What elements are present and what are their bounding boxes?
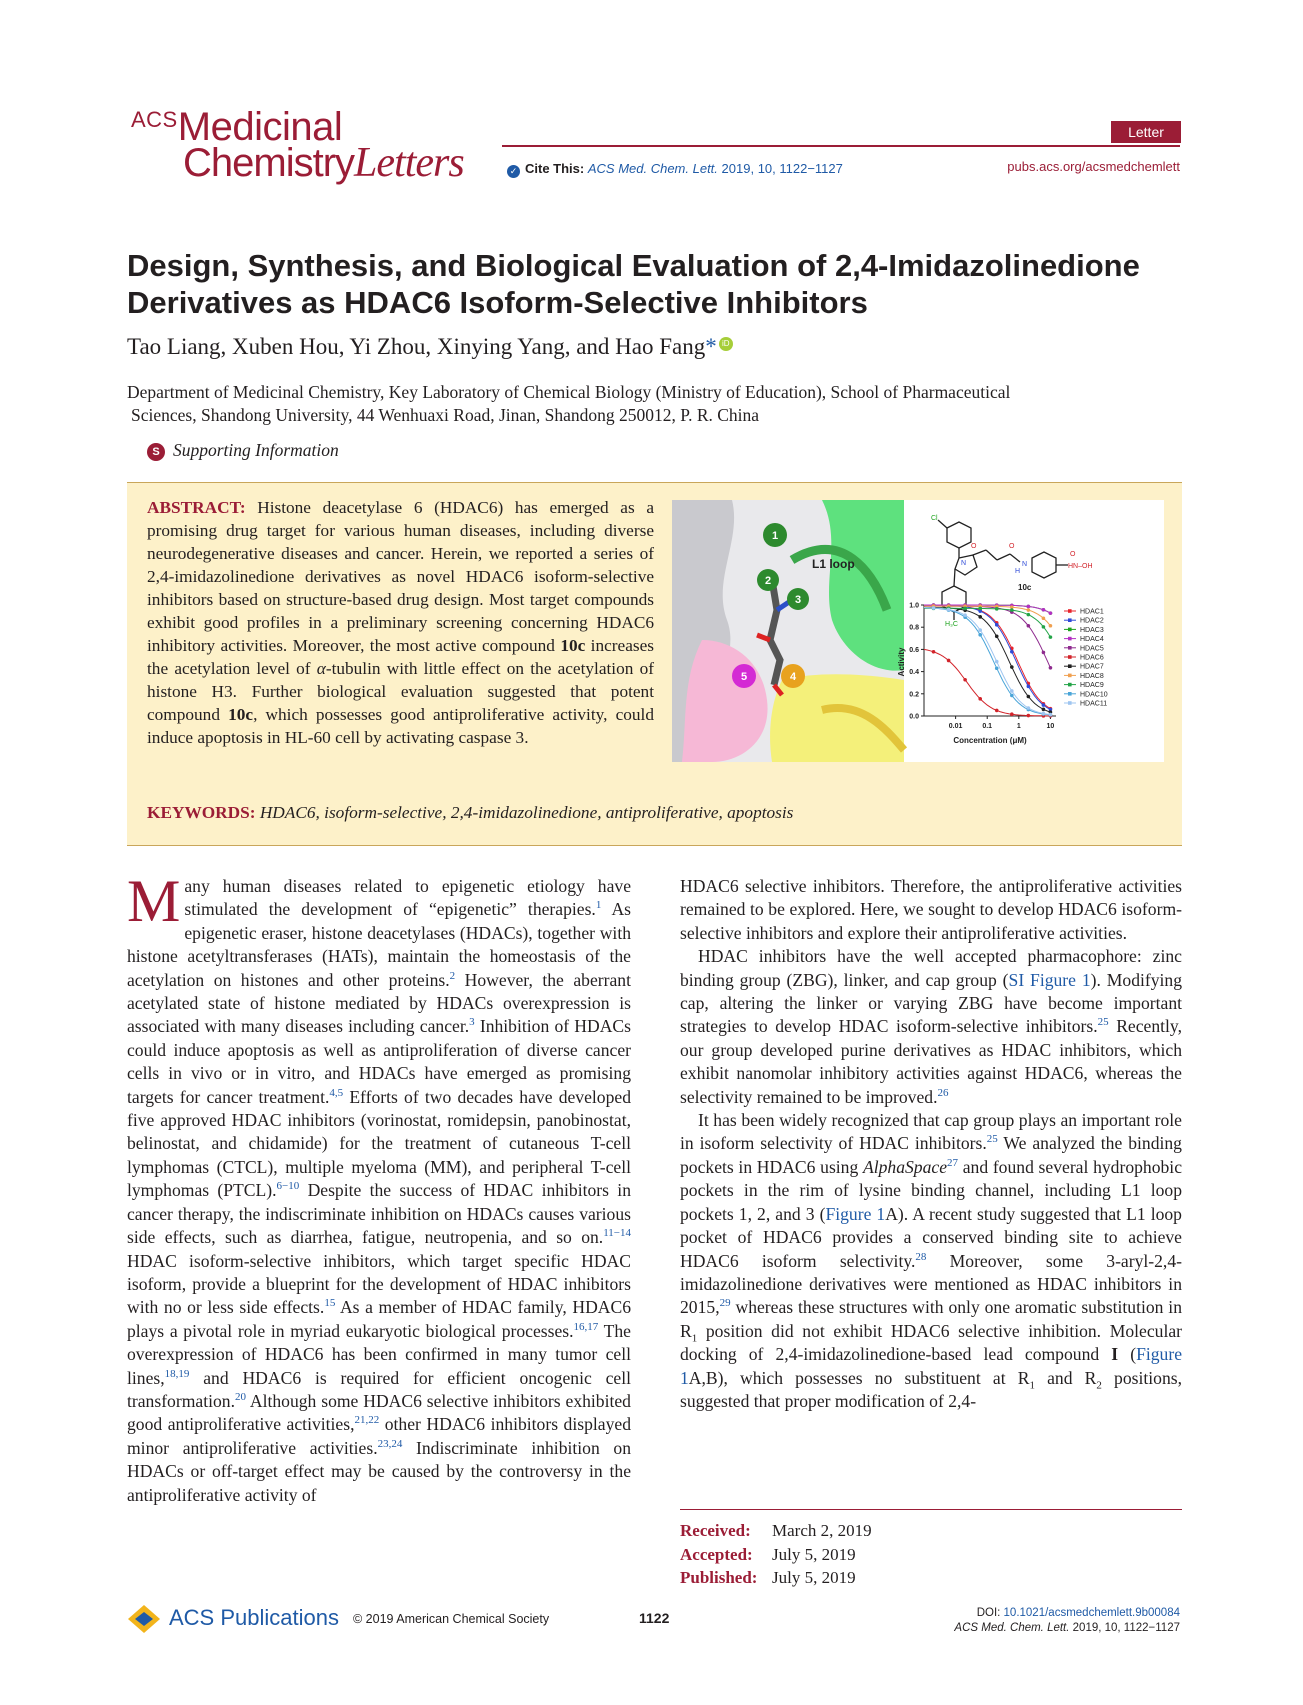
data-point-hdac10 [978, 633, 982, 637]
received-label: Received: [680, 1521, 751, 1540]
abstract-p1: Histone deacetylase 6 (HDAC6) has emerged as a promising drug target for various human diseases, including diverse neurodegenerative diseases and cancer. Herein, we reported a series of 2,4-imidazolinedione derivatives as novel HDAC6 isoform-selective inhibitors based on structure-based drug design. Most target compounds exhibit good profiles in a preliminary screening concerning HDAC6 inhibitory activities. Moreover, the most active compound [147, 498, 654, 655]
logo-medicinal-text: Medicinal [177, 105, 343, 149]
toc-graphic-svg [672, 500, 1164, 762]
legend-marker [1068, 655, 1072, 659]
data-point-hdac5 [1042, 651, 1046, 655]
data-point-hdac11 [1027, 706, 1031, 710]
legend-label: HDAC3 [1080, 626, 1104, 634]
body-left-t10: and HDAC6 is required for efficient oncogenic cell transformation. [127, 1367, 631, 1411]
published-label: Published: [680, 1568, 758, 1587]
orcid-icon[interactable]: iD [719, 337, 733, 351]
subscript-3: 2 [1096, 1379, 1102, 1392]
body-left-t11: Although some HDAC6 selective inhibitors exhibited good antiproliferative activities, [127, 1390, 631, 1435]
body-right-p2c: Recently, our group developed purine derivatives as HDAC inhibitors, which exhibit nanomolar inhibitory activities against HDAC6, whereas the selectivity remained to be improved. [680, 1016, 1182, 1107]
data-point-hdac6 [947, 659, 951, 663]
body-right-p3c: and found several hydrophobic pockets in the rim of lysine binding channel, including L1 loop pockets 1, 2, and 3 ( [680, 1156, 1183, 1224]
body-left-t2: As epigenetic eraser, histone deacetylases (HDACs), together with histone acetyltransferases (HATs), maintain the homeostasis of the acetylation on histones and other proteins. [127, 899, 631, 990]
data-point-hdac7 [1042, 708, 1046, 712]
abstract-p4: , which possesses good antiproliferative activity, could induce apoptosis in HL-60 cell by activating caspase 3. [147, 705, 654, 747]
pocket-3-label: 3 [794, 594, 802, 606]
doi-block [954, 1606, 1180, 1636]
ref-link[interactable]: 28 [915, 1250, 927, 1263]
series-line-hdac1 [924, 605, 1050, 709]
dose-response-chart [897, 603, 1108, 746]
body-right-p1: HDAC6 selective inhibitors. Therefore, the antiproliferative activities remained to be explored. Here, we sought to develop HDAC6 isoform-selective inhibitors and explore their antiproliferative activities. [680, 876, 1182, 943]
body-right-p3e: Moreover, some 3-aryl-2,4-imidazolinedione derivatives were mentioned as HDAC inhibitors in 2015, [680, 1250, 1182, 1318]
body-right-p2b: ). Modifying cap, altering the linker or varying ZBG have become important strategies to develop HDAC isoform-selective inhibitors. [680, 969, 1183, 1037]
series-line-hdac2 [924, 605, 1050, 709]
abstract-p3: -tubulin with little effect on the acetylation of histone H3. Further biological evaluation suggested that potent compound [147, 659, 654, 724]
body-left-t8: As a member of HDAC family, HDAC6 plays a pivotal role in myriad eukaryotic biological processes. [127, 1297, 632, 1341]
x-tick-label: 0.01 [948, 723, 963, 730]
y-tick-label: 0.8 [909, 624, 919, 632]
legend-label: HDAC6 [1080, 654, 1104, 662]
history-rule [680, 1509, 1182, 1510]
data-point-hdac6 [995, 709, 999, 713]
ref-link[interactable]: 15 [324, 1297, 336, 1310]
journal-url-link[interactable]: pubs.acs.org/acsmedchemlett [1007, 159, 1180, 174]
x-tick-label: 10 [1046, 723, 1055, 730]
legend-marker [1068, 674, 1072, 678]
data-point-hdac11 [947, 608, 951, 612]
body-right-p3a: It has been widely recognized that cap group plays an important role in isoform selectivity of HDAC inhibitors. [680, 1110, 1182, 1154]
y-tick-label: 0.0 [909, 713, 919, 721]
data-point-hdac8 [1027, 608, 1031, 612]
data-point-hdac9 [963, 607, 967, 611]
data-point-hdac8 [1049, 624, 1053, 628]
title-line-2: Derivatives as HDAC6 Isoform-Selective Inhibitors [127, 285, 868, 320]
ref-link[interactable]: 27 [947, 1156, 959, 1169]
y-axis-label: Activity [897, 647, 906, 677]
article-title [127, 247, 1187, 321]
data-point-hdac9 [1042, 625, 1046, 629]
figure-1-link[interactable]: Figure 1 [680, 1344, 1183, 1388]
dropcap: M [127, 868, 181, 934]
body-left-t1: any human diseases related to epigenetic etiology have stimulated the development of “epigenetic” therapies. [184, 876, 631, 920]
checkmark-icon: ✓ [507, 165, 520, 178]
cite-volume: 2019, 10, 1122−1127 [721, 161, 843, 176]
legend-marker [1068, 692, 1072, 696]
y-tick-label: 1.0 [909, 602, 919, 610]
x-tick-label: 0.1 [982, 723, 993, 730]
body-right-p3i: A,B), which possesses no substituent at R [688, 1367, 1030, 1388]
x-axis-label: Concentration (μM) [953, 736, 1027, 745]
chart-legend [1064, 609, 1108, 708]
legend-label: HDAC11 [1080, 700, 1108, 708]
abstract-p2: increases the acetylation level of [147, 636, 654, 678]
body-right-p2 [680, 945, 1182, 1109]
doi-label: DOI: [976, 1607, 1001, 1619]
abstract-label: ABSTRACT: [147, 498, 246, 517]
data-point-hdac9 [1049, 635, 1053, 639]
ref-link[interactable]: 11−14 [603, 1227, 631, 1240]
y-tick-label: 0.4 [909, 669, 919, 677]
chem-label-n2: N [1022, 561, 1028, 568]
legend-marker [1068, 683, 1072, 687]
data-point-hdac11 [978, 628, 982, 632]
x-tick-label: 1 [1016, 723, 1021, 730]
ref-link[interactable]: 23,24 [377, 1437, 403, 1450]
chem-label-h: H [1015, 568, 1021, 575]
ref-link[interactable]: 2 [449, 969, 456, 982]
legend-marker [1068, 646, 1072, 650]
cite-this-link[interactable] [507, 161, 843, 178]
data-point-hdac9 [995, 607, 999, 611]
legend-label: HDAC5 [1080, 645, 1104, 653]
accepted-date: July 5, 2019 [772, 1544, 856, 1564]
body-left-t4: Inhibition of HDACs could induce apoptosis as well as antiproliferation of diverse cancer cells in vivo or in vitro, and HDACs have emerged as promising targets for cancer treatment. [127, 1016, 632, 1107]
data-point-hdac6 [932, 650, 936, 654]
chart-ticks [909, 603, 1054, 731]
data-point-hdac9 [1027, 613, 1031, 617]
acs-emblem-icon [127, 1604, 161, 1634]
data-point-hdac11 [995, 660, 999, 664]
data-point-hdac6 [1027, 714, 1031, 718]
abstract-alpha: α [316, 659, 326, 678]
data-point-hdac7 [978, 615, 982, 619]
data-point-hdac10 [995, 666, 999, 670]
chem-label-cl: Cl [931, 515, 938, 522]
data-point-hdac4 [1042, 608, 1046, 612]
logo-chemistry-text: Chemistry [183, 141, 355, 185]
affiliation-line-1: Department of Medicinal Chemistry, Key Laboratory of Chemical Biology (Ministry of Education), School of Pharmaceutical [127, 382, 1011, 402]
chem-label-ch3: H₃C [945, 621, 958, 628]
keywords-label: KEYWORDS: [147, 803, 256, 822]
supporting-info-icon: S [147, 443, 165, 461]
si-figure-link[interactable]: SI Figure 1 [1008, 969, 1091, 990]
publisher-name: ACS Publications [169, 1604, 339, 1630]
toc-graphic[interactable] [672, 500, 1164, 762]
data-point-hdac11 [1042, 712, 1046, 716]
ref-link[interactable]: 20 [234, 1390, 246, 1403]
accepted-label: Accepted: [680, 1544, 753, 1564]
header-rule [502, 145, 1180, 147]
body-left-t12: other HDAC6 inhibitors displayed minor antiproliferative activities. [127, 1414, 631, 1458]
data-point-hdac11 [963, 613, 967, 617]
pocket-1-label: 1 [771, 530, 779, 542]
abstract-compound-1: 10c [560, 636, 586, 655]
body-right-p2a: HDAC inhibitors have the well accepted pharmacophore: zinc binding group (ZBG), linker, and cap group ( [680, 946, 1182, 990]
legend-label: HDAC2 [1080, 617, 1104, 625]
legend-label: HDAC1 [1080, 608, 1104, 616]
data-point-hdac10 [1010, 694, 1014, 698]
protein-surface [672, 500, 904, 762]
ref-link[interactable]: 26 [937, 1086, 949, 1099]
legend-label: HDAC10 [1080, 691, 1108, 699]
body-left-column [127, 868, 632, 1507]
data-point-hdac11 [1049, 713, 1053, 717]
y-tick-label: 0.6 [909, 646, 919, 654]
logo-acs-text: ACS [131, 107, 178, 132]
legend-label: HDAC4 [1080, 636, 1104, 644]
chem-label-o1: O [971, 543, 977, 550]
data-point-hdac5 [1049, 666, 1053, 670]
legend-label: HDAC8 [1080, 672, 1104, 680]
keywords-list: HDAC6, isoform-selective, 2,4-imidazolinedione, antiproliferative, apoptosis [259, 803, 794, 822]
legend-marker [1068, 609, 1072, 613]
journal-logo-line2 [183, 142, 464, 184]
body-left-t13: Indiscriminate inhibition on HDACs or off-target effect may be caused by the controversy in the antiproliferative activity of [127, 1437, 632, 1505]
authors-text: Tao Liang, Xuben Hou, Yi Zhou, Xinying Yang, and Hao Fang [127, 334, 706, 359]
page-number: 1122 [639, 1610, 670, 1626]
data-point-hdac4 [1049, 611, 1053, 615]
data-point-hdac5 [1027, 624, 1031, 628]
footer-journal: ACS Med. Chem. Lett. [954, 1622, 1070, 1634]
body-right-p3 [680, 1109, 1182, 1413]
ref-link[interactable]: 25 [1097, 1016, 1109, 1029]
legend-marker [1068, 701, 1072, 705]
data-point-hdac9 [1010, 608, 1014, 612]
pocket-2-label: 2 [764, 575, 772, 587]
supporting-info-label: Supporting Information [173, 440, 339, 460]
footer-citation: 2019, 10, 1122−1127 [1072, 1622, 1180, 1634]
ref-link[interactable]: 18,19 [164, 1367, 190, 1380]
author-list [127, 334, 733, 360]
data-point-hdac7 [995, 635, 999, 639]
body-right-p3b: We analyzed the binding pockets in HDAC6 using [680, 1133, 1182, 1177]
data-point-hdac7 [1010, 665, 1014, 669]
data-point-hdac4 [1027, 605, 1031, 609]
data-point-hdac6 [1010, 712, 1014, 716]
ref-link[interactable]: 16,17 [573, 1320, 599, 1333]
data-point-hdac11 [932, 606, 936, 610]
l1-loop-label: L1 loop [812, 557, 855, 571]
data-point-hdac7 [1027, 695, 1031, 699]
data-point-hdac8 [1042, 616, 1046, 620]
affiliation [127, 381, 1187, 427]
data-point-hdac6 [963, 678, 967, 682]
keywords [147, 803, 793, 823]
ref-link[interactable]: 3 [469, 1016, 475, 1029]
body-left-t3: However, the aberrant acetylated state of histone mediated by HDACs overexpression is associated with many diseases including cancer. [127, 969, 631, 1037]
y-tick-label: 0.2 [909, 691, 919, 699]
chem-label-hnoh: HN–OH [1068, 563, 1093, 570]
cite-journal: ACS Med. Chem. Lett. [587, 161, 718, 176]
legend-marker [1068, 618, 1072, 622]
series-line-hdac7 [924, 607, 1050, 712]
title-line-1: Design, Synthesis, and Biological Evaluation of 2,4-Imidazolinedione [127, 248, 1140, 283]
ref-link[interactable]: 25 [986, 1133, 998, 1146]
ref-link[interactable]: 6−10 [276, 1180, 300, 1193]
subscript-2: 1 [1029, 1379, 1035, 1392]
doi-link[interactable]: 10.1021/acsmedchemlett.9b00084 [1003, 1607, 1180, 1619]
data-point-hdac2 [1027, 685, 1031, 689]
body-right-column [680, 875, 1182, 1413]
data-point-hdac2 [1042, 703, 1046, 707]
figure-1-link[interactable]: Figure 1 [825, 1203, 886, 1224]
data-point-hdac11 [1010, 689, 1014, 693]
abstract-compound-2: 10c [228, 705, 254, 724]
data-point-hdac2 [1010, 650, 1014, 654]
ref-link[interactable]: 4,5 [329, 1086, 344, 1099]
body-right-p3g: position did not exhibit HDAC6 selective inhibition. Molecular docking of 2,4-imidazolinedione-based lead compound [680, 1320, 1182, 1365]
subscript-1: 1 [691, 1332, 698, 1345]
acs-publications-logo[interactable] [127, 1604, 339, 1634]
copyright: © 2019 American Chemical Society [353, 1612, 550, 1626]
legend-marker [1068, 664, 1072, 668]
cite-label: Cite This: [525, 161, 585, 176]
pocket-5-label: 5 [740, 671, 748, 683]
body-left-t7: HDAC isoform-selective inhibitors, which target specific HDAC isoform, provide a blueprint for the development of HDAC inhibitors with no or less side effects. [127, 1250, 631, 1318]
body-left-t5: Efforts of two decades have developed five approved HDAC inhibitors (vorinostat, romidepsin, panobinostat, belinostat, and chidamide) for the treatment of cutaneous T-cell lymphomas (CTCL), multiple myeloma (MM), and peripheral T-cell lymphomas (PTCL). [127, 1086, 631, 1201]
abstract-text [147, 496, 654, 749]
ref-link[interactable]: 29 [719, 1297, 731, 1310]
article-history [680, 1519, 872, 1590]
published-date: July 5, 2019 [772, 1568, 856, 1587]
chem-label-o3: O [1070, 551, 1076, 558]
chem-label-o2: O [1009, 543, 1015, 550]
legend-label: HDAC7 [1080, 663, 1104, 671]
logo-letters-text: Letters [354, 140, 464, 186]
data-point-hdac2 [995, 623, 999, 627]
compound-label: 10c [1018, 583, 1032, 592]
body-right-p3f: whereas these structures with only one aromatic substitution in R [680, 1297, 1182, 1341]
data-point-hdac6 [978, 697, 982, 701]
chem-label-n1: N [961, 560, 967, 567]
article-type-badge: Letter [1111, 121, 1181, 143]
ref-link[interactable]: 21,22 [354, 1414, 380, 1427]
pocket-4-label: 4 [789, 671, 797, 683]
body-left-t9: The overexpression of HDAC6 has been confirmed in many tumor cell lines, [127, 1320, 631, 1388]
body-right-p3d: A). A recent study suggested that L1 loop pocket of HDAC6 provides a conserved binding site to achieve HDAC6 isoform selectivity. [680, 1203, 1182, 1271]
alphaspace-term: AlphaSpace [862, 1156, 948, 1177]
received-date: March 2, 2019 [772, 1521, 872, 1540]
legend-label: HDAC9 [1080, 682, 1104, 690]
corresponding-author-link[interactable]: * [705, 334, 717, 359]
legend-marker [1068, 637, 1072, 641]
legend-marker [1068, 628, 1072, 632]
supporting-information-link[interactable] [147, 440, 339, 461]
body-right-p3k: positions, suggested that proper modification of 2,4- [680, 1367, 1182, 1411]
series-line-hdac6 [924, 649, 1050, 716]
ref-link[interactable]: 1 [595, 899, 602, 912]
data-point-hdac9 [978, 607, 982, 611]
chart-series [924, 603, 1052, 718]
body-right-p3h: ( [1130, 1344, 1137, 1365]
body-left-t6: Despite the success of HDAC inhibitors in cancer therapy, the indiscriminate inhibition on HDACs causes various side effects, such as diarrhea, fatigue, neutropenia, and so on. [127, 1180, 631, 1248]
body-right-p3j: and R [1047, 1367, 1097, 1388]
affiliation-line-2: Sciences, Shandong University, 44 Wenhuaxi Road, Jinan, Shandong 250012, P. R. China [131, 405, 760, 425]
lead-compound: I [1111, 1344, 1119, 1365]
